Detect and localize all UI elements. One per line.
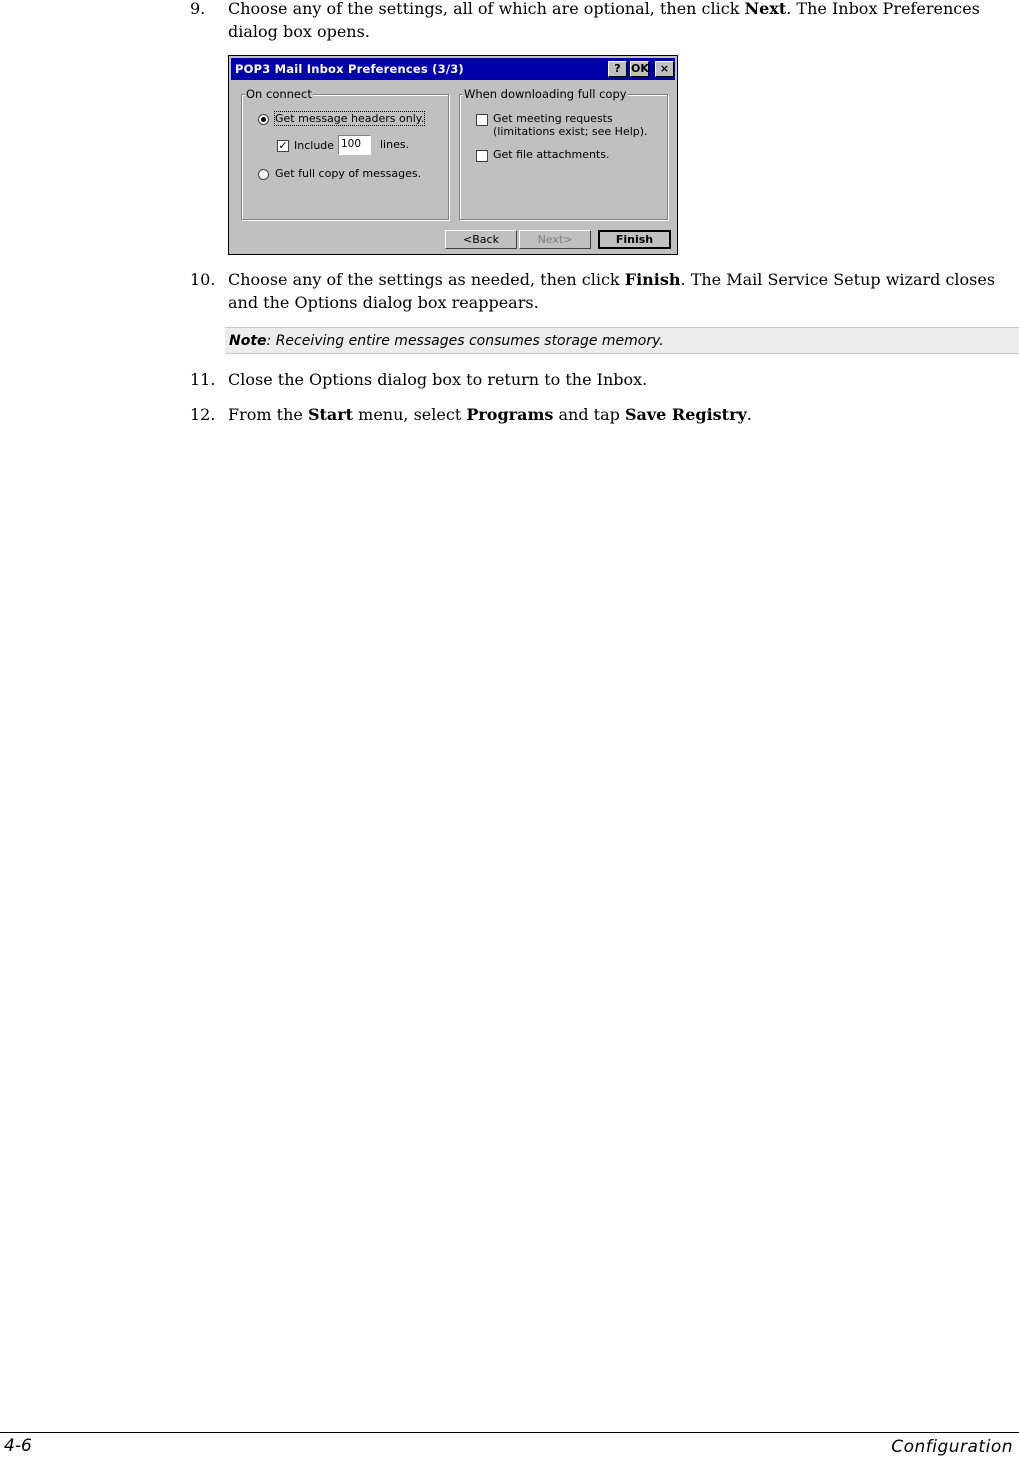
meeting-requests-note: (limitations exist; see Help). — [493, 125, 648, 138]
close-button[interactable]: × — [655, 61, 674, 77]
section-name: Configuration — [891, 1437, 1013, 1457]
note-label: Note — [229, 333, 267, 349]
next-button[interactable]: Next> — [519, 230, 591, 249]
step-number: 12. — [190, 405, 216, 424]
help-button[interactable]: ? — [608, 61, 627, 77]
step-text: From the Start menu, select Programs and tap Save Registry. — [228, 405, 752, 424]
full-copy-label[interactable]: Get full copy of messages. — [275, 167, 422, 180]
include-label: Include — [294, 139, 335, 152]
meeting-requests-label[interactable]: Get meeting requests — [493, 112, 613, 125]
back-button[interactable]: <Back — [445, 230, 517, 249]
meeting-requests-checkbox[interactable] — [476, 114, 488, 126]
step-number: 11. — [190, 370, 216, 389]
on-connect-group — [241, 87, 449, 220]
page-number: 4-6 — [4, 1436, 32, 1456]
include-checkbox[interactable]: ✓ — [278, 139, 288, 152]
file-attachments-checkbox[interactable] — [476, 150, 488, 162]
note-box — [225, 327, 1019, 354]
radio-selected-dot — [261, 117, 266, 122]
ok-button[interactable]: OK — [631, 62, 649, 75]
step-number: 9. — [190, 0, 206, 18]
full-copy-options-group — [459, 87, 668, 220]
step-number: 10. — [190, 270, 216, 289]
file-attachments-label[interactable]: Get file attachments. — [493, 148, 610, 161]
include-lines-input[interactable]: 100 — [338, 135, 371, 155]
step-text: Close the Options dialog box to return to the Inbox. — [228, 370, 648, 389]
full-copy-radio[interactable] — [258, 169, 269, 180]
headers-only-radio[interactable] — [258, 114, 269, 125]
dialog-title: POP3 Mail Inbox Preferences (3/3) — [235, 62, 464, 76]
note-text: : Receiving entire messages consumes storage memory. — [266, 333, 664, 349]
on-connect-label: On connect — [246, 87, 312, 101]
lines-label: lines. — [380, 138, 410, 151]
footer-divider — [0, 1432, 1019, 1433]
dialog-titlebar — [231, 58, 675, 80]
inbox-preferences-dialog — [228, 55, 678, 255]
step-text: Choose any of the settings as needed, then click Finish. The Mail Service Setup wizard closes and the Options dialog box reappears. — [228, 270, 996, 312]
step-text: Choose any of the settings, all of which are optional, then click Next. The Inbox Preferences dialog box opens. — [228, 0, 980, 41]
full-copy-options-label: When downloading full copy — [464, 87, 627, 101]
headers-only-label[interactable]: Get message headers only. — [275, 112, 425, 125]
finish-button[interactable]: Finish — [598, 230, 671, 249]
